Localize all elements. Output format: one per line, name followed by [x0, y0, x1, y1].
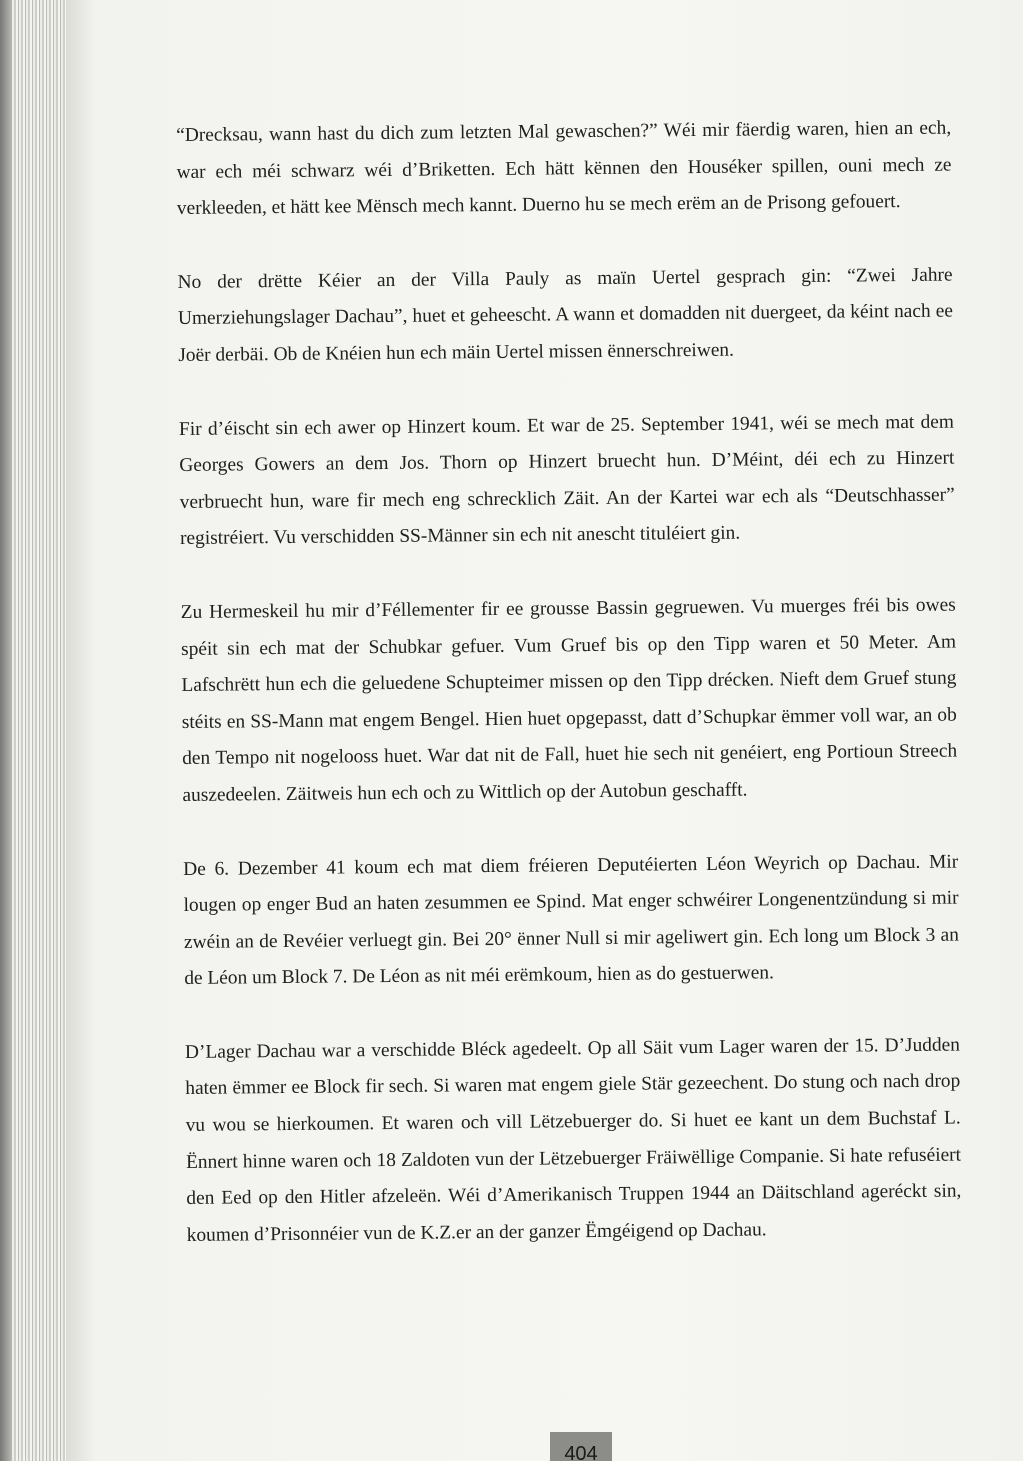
body-text	[176, 111, 962, 1292]
paragraph-4: Zu Hermeskeil hu mir d’Féllementer fir ee grousse Bassin gegruewen. Vu muerges fréi bis owes spéit sin ech mat der Schubkar gefuer. Vum Gruef bis op den Tipp waren et 50 Meter. Am Lafschrëtt hun ech die geluedene Schupteimer missen op den Tipp drécken. Nieft dem Gruef stung stéits en SS-Mann mat engem Bengel. Hien huet opgepasst, datt d’Schupkar ëmmer voll war, an ob den Tempo nit nogelooss huet. War dat nit de Fall, huet hie sech nit genéiert, eng Portioun Streech auszedeelen. Zäitweis hun ech och zu Wittlich op der Autobun geschafft.	[180, 594, 958, 806]
paragraph-3: Fir d’éischt sin ech awer op Hinzert koum. Et war de 25. September 1941, wéi se mech mat dem Georges Gowers an dem Jos. Thorn op Hinzert bruecht hun. D’Méint, déi ech zu Hinzert verbruecht hun, ware fir mech eng schrecklich Zäit. An der Kartei war ech als “Deutschhasser” registréiert. Vu verschidden SS-Männer sin ech nit anescht tituléiert gin.	[178, 411, 955, 550]
paragraph-2: No der drëtte Kéier an der Villa Pauly as maïn Uertel gesprach gin: “Zwei Jahre Umerziehungslager Dachau”, huet et geheescht. A wann et domadden nit duergeet, da kéint nach ee Joër derbäi. Ob de Knéien hun ech mäin Uertel missen ënnerschreiwen.	[177, 264, 953, 366]
book-page	[66, 0, 1023, 1461]
paragraph-1: “Drecksau, wann hast du dich zum letzten Mal gewaschen?” Wéi mir fäerdig waren, hien an ech, war ech méi schwarz wéi d’Briketten. Ech hätt kënnen den Houséker spillen, ouni mech ze verkleeden, et hätt kee Mënsch mech kannt. Duerno hu se mech erëm an de Prisong gefouert.	[176, 117, 952, 220]
paragraph-5: De 6. Dezember 41 koum ech mat diem fréieren Deputéierten Léon Weyrich op Dachau. Mir lougen op enger Bud an haten zesummen ee Spind. Mat enger schwéirer Longenentzündung si mir zwéin an de Revéier verluegt gin. Bei 20° ënner Null si mir ageliwert gin. Ech long um Block 3 an de Léon um Block 7. De Léon as nit méi erëmkoum, hien as do gestuerwen.	[183, 851, 959, 990]
page-number: 404	[550, 1432, 612, 1461]
book-spine-shadow	[0, 0, 12, 1461]
paragraph-6: D’Lager Dachau war a verschidde Bléck agedeelt. Op all Säit vum Lager waren der 15. D’Judden haten ëmmer ee Block fir sech. Si waren mat engem giele Stär gezeechent. Do stung och nach drop vu wou se hierkoumen. Et waren och vill Lëtzebuerger do. Si huet ee kant un dem Buchstaf L. Ënnert hinne waren och 18 Zaldoten vun der Lëtzebuerger Fräiwëllige Companie. Si hate refuséiert den Eed op den Hitler afzeleën. Wéi d’Amerikanisch Truppen 1944 an Däitschland ageréckt sin, koumen d’Prisonnéier vun de K.Z.er an der ganzer Ëmgéigend op Dachau.	[184, 1034, 962, 1246]
